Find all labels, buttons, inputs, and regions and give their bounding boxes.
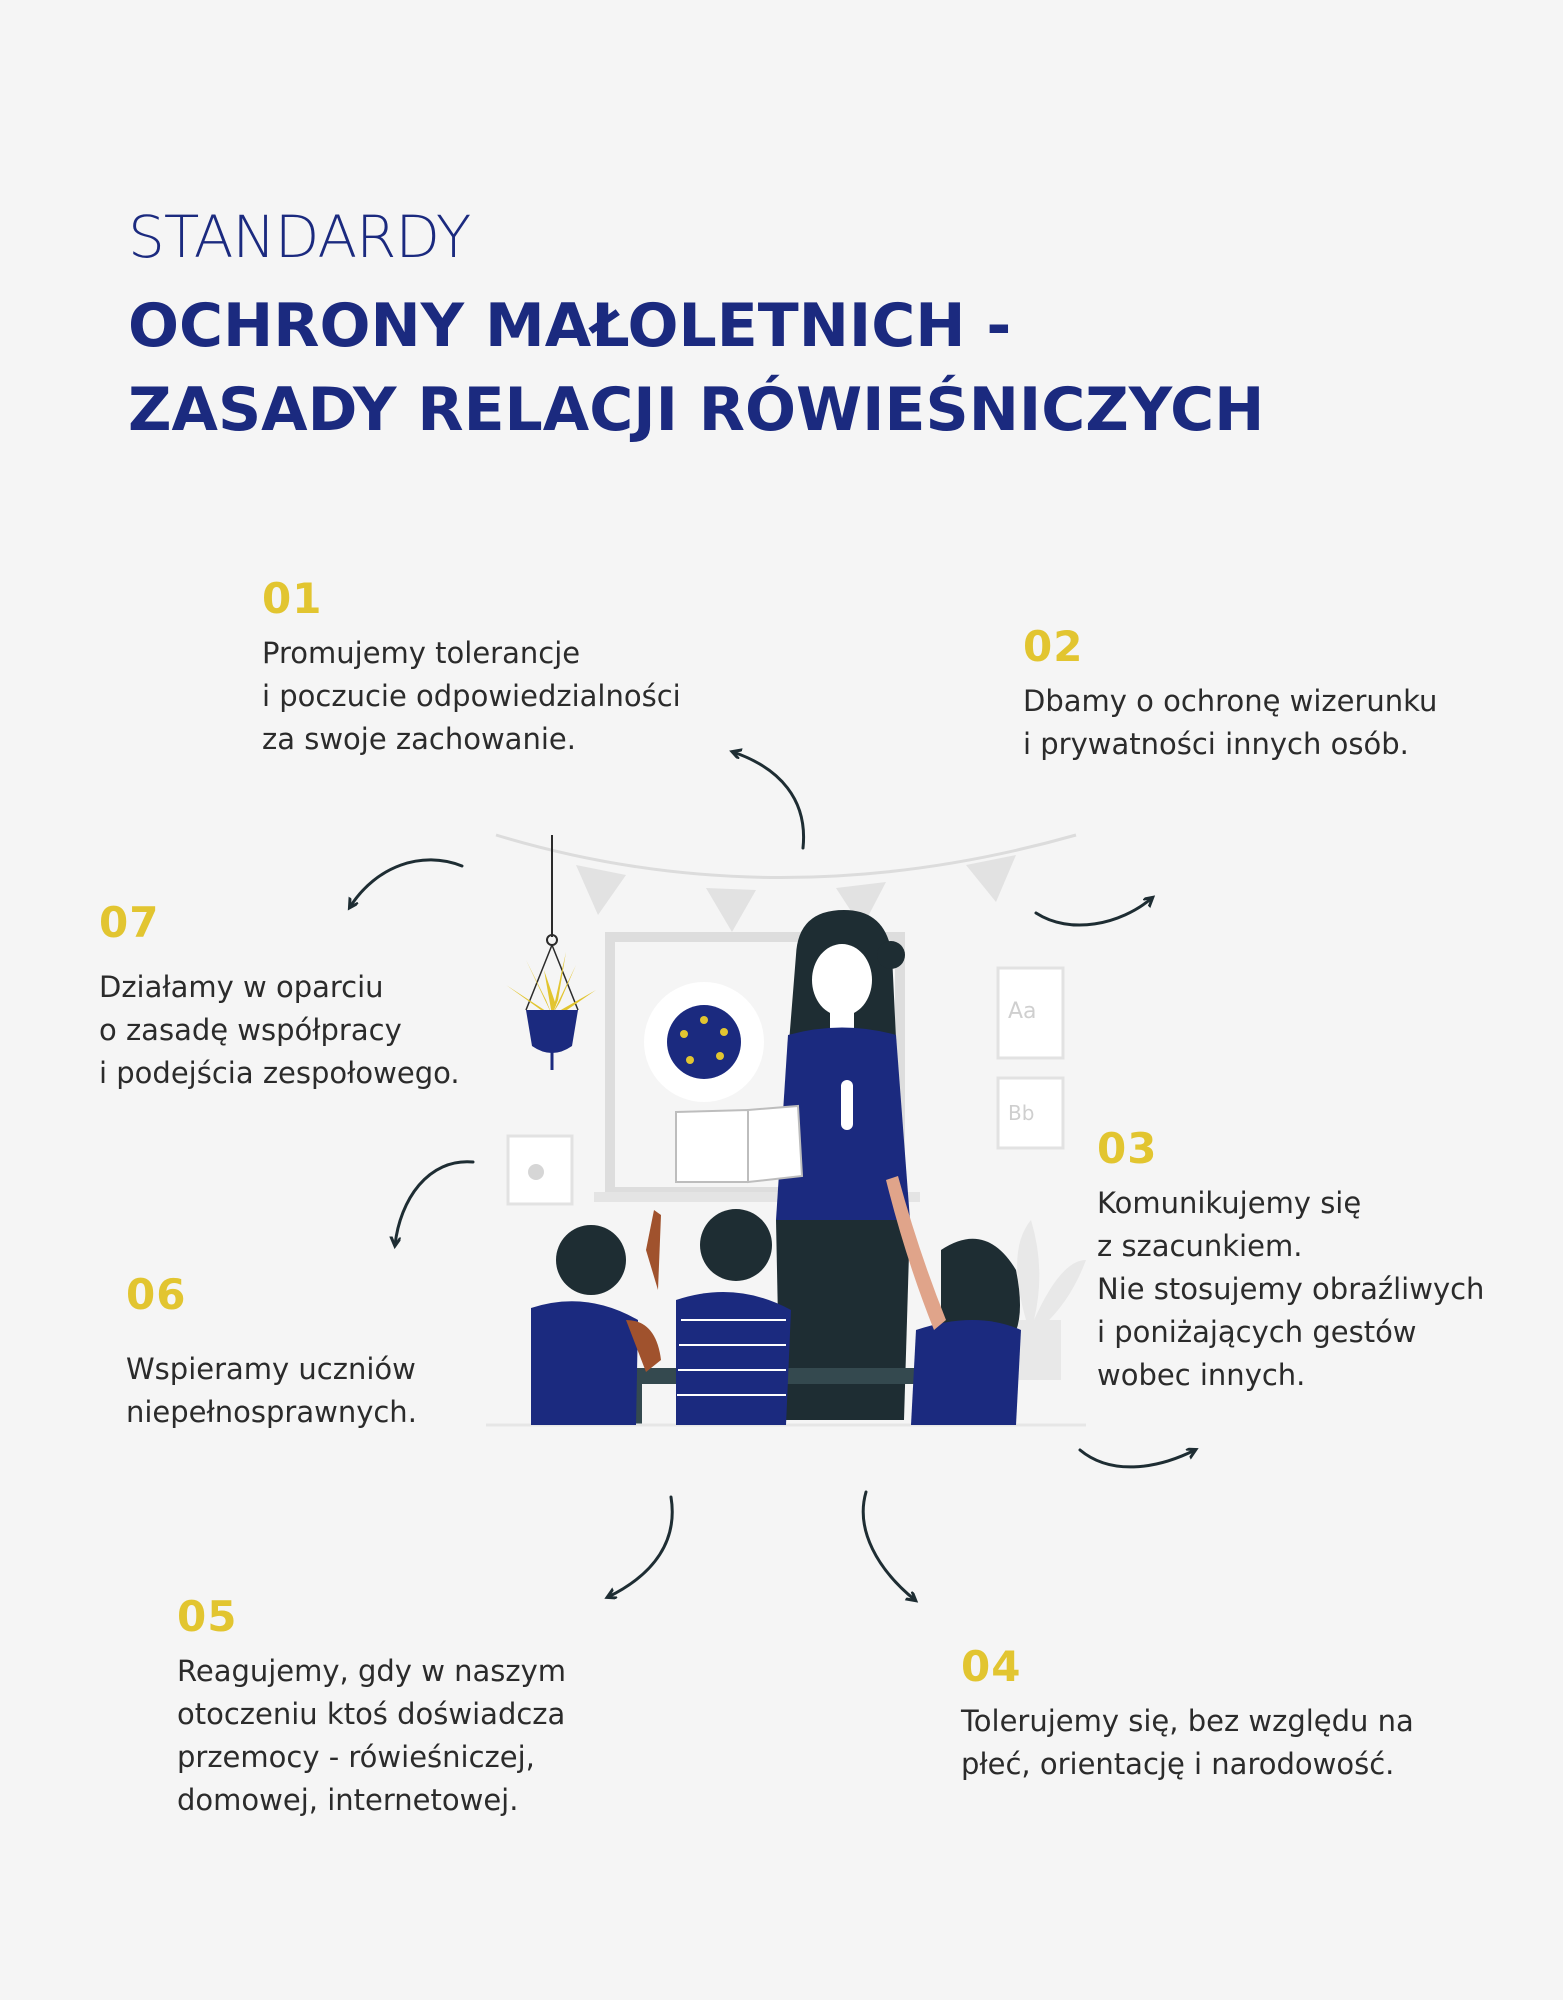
step-02 [1023, 622, 1438, 766]
step-text: Promujemy tolerancje i poczucie odpowiedzialności za swoje zachowanie. [262, 636, 681, 756]
step-05 [177, 1592, 567, 1822]
title-line-3: ZASADY RELACJI RÓWIEŚNICZYCH [128, 375, 1265, 445]
step-07 [99, 898, 460, 1095]
arrow-to-03 [1080, 1450, 1195, 1467]
step-number: 05 [177, 1592, 238, 1641]
arrow-to-05 [608, 1497, 672, 1597]
letter-card-aa: Aa [1008, 999, 1037, 1024]
teacher-classroom-illustration [486, 820, 1086, 1440]
step-03 [1097, 1124, 1485, 1397]
step-text: Wspieramy uczniów niepełnosprawnych. [126, 1352, 417, 1429]
step-text: Tolerujemy się, bez względu na płeć, orientację i narodowość. [961, 1704, 1414, 1781]
step-number: 06 [126, 1270, 187, 1319]
step-number: 01 [262, 574, 323, 623]
step-number: 07 [99, 898, 160, 947]
step-01 [262, 574, 681, 761]
title-standardy: STANDARDY [128, 203, 471, 271]
step-text: Komunikujemy się z szacunkiem. Nie stosujemy obraźliwych i poniżających gestów wobec innych. [1097, 1186, 1485, 1392]
arrow-to-06 [395, 1162, 473, 1245]
step-text: Reagujemy, gdy w naszym otoczeniu ktoś doświadcza przemocy - rówieśniczej, domowej, internetowej. [177, 1654, 567, 1817]
title-line-2: OCHRONY MAŁOLETNICH - [128, 291, 1012, 361]
step-number: 02 [1023, 622, 1084, 671]
step-number: 04 [961, 1642, 1022, 1691]
letter-card-bb: Bb [1008, 1101, 1035, 1125]
arrow-to-07 [350, 860, 462, 907]
step-06 [126, 1270, 417, 1434]
step-text: Działamy w oparciu o zasadę współpracy i podejścia zespołowego. [99, 970, 460, 1090]
step-text: Dbamy o ochronę wizerunku i prywatności innych osób. [1023, 684, 1438, 761]
arrow-to-04 [863, 1492, 915, 1600]
step-04 [961, 1642, 1414, 1786]
step-number: 03 [1097, 1124, 1158, 1173]
